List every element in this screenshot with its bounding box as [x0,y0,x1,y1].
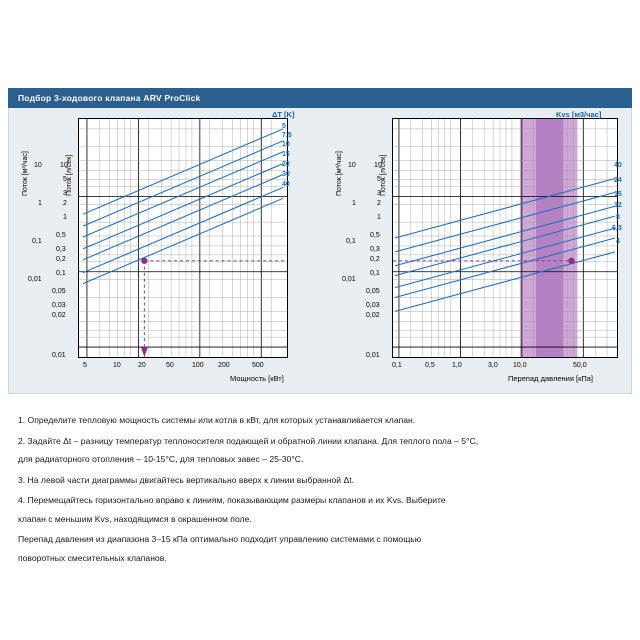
left-legend-75: 7,5 [282,132,292,139]
left-legend-title: ΔT [K] [272,110,295,119]
right-chart [392,118,618,358]
note-1: 1. Определите тепловую мощность системы или котла в кВт, для которых устанавливается клапан. [18,415,416,425]
right-legend-title: Kvs [м3/час] [556,110,602,119]
left-xtick-20: 20 [138,362,146,369]
note-5a: Перепад давления из диапазона 3–15 кПа оптимально подходит управлению системами с помощью [18,534,422,544]
right-ytick-outer-001: 0,01 [342,276,356,283]
right-xtick-500: 50,0 [573,362,587,369]
left-legend-15: 15 [282,151,290,158]
left-ytick-inner-10: 10 [60,162,68,169]
left-ytick-inner-003: 0,03 [52,302,66,309]
right-xlabel: Перепад давления [кПа] [508,374,593,383]
left-chart-svg [79,119,287,357]
right-legend-12: 12 [614,202,622,209]
right-legend-63: 6,3 [612,225,622,232]
left-ytick-inner-02: 0,2 [56,256,66,263]
right-legend-40: 40 [614,162,622,169]
right-xtick-30: 3,0 [488,362,498,369]
left-xtick-100: 100 [192,362,204,369]
left-legend-5: 5 [282,123,286,130]
left-xtick-10: 10 [113,362,121,369]
note-2a: 2. Задайте Δt – разницу температур теплоносителя подающей и обратной линии клапана. Для теплого пола – 5°С, [18,435,479,446]
left-xtick-200: 200 [218,362,230,369]
left-ytick-inner-03: 0,3 [56,246,66,253]
right-legend-24: 24 [614,177,622,184]
left-xlabel: Мощность [кВт] [230,374,284,383]
left-ytick-inner-002: 0,02 [52,312,66,319]
right-xtick-01: 0,1 [392,362,402,369]
left-legend-20: 20 [282,161,290,168]
note-2b: для радиаторного отопления – 10-15°С, для тепловых завес – 25-30°С. [18,454,304,464]
left-marker-group [141,258,287,357]
left-chart [78,118,288,358]
instructions-block [18,412,624,570]
left-legend-10: 10 [282,141,290,148]
left-ylabel-inner: Поток [л/сек] [66,154,73,196]
right-xtick-10: 1,0 [452,362,462,369]
note-4b: клапан с меньшим Kvs, находящимся в окрашенном поле. [18,513,252,524]
left-ytick-inner-005: 0,05 [52,288,66,295]
note-3: 3. На левой части диаграммы двигайтесь вертикально вверх к линии выбранной Δt. [18,474,354,485]
right-ytick-outer-01: 0,1 [346,238,356,245]
right-ytick-outer-1: 1 [352,200,356,207]
left-ytick-inner-5: 5 [63,176,67,183]
left-ylabel-outer: Поток [м³/час] [22,151,29,196]
right-ytick-outer-10: 10 [348,162,356,169]
left-ytick-inner-2: 2 [63,200,67,207]
left-ytick-outer-001: 0,01 [28,276,42,283]
right-chart-svg [393,119,617,357]
right-ytick-inner-1: 1 [377,214,381,221]
left-ytick-inner-3: 3 [63,190,67,197]
left-ytick-outer-1: 1 [38,200,42,207]
left-ytick-inner-05: 0,5 [56,232,66,239]
right-legend-15: 15 [614,191,622,198]
right-ylabel-inner: Поток [л/сек] [380,154,387,196]
right-legend-4: 4 [616,238,620,245]
right-ytick-inner-003: 0,03 [366,302,380,309]
right-xtick-05: 0,5 [425,362,435,369]
right-ytick-inner-05: 0,5 [370,232,380,239]
right-ytick-inner-005: 0,05 [366,288,380,295]
right-ytick-inner-2: 2 [377,200,381,207]
left-xtick-500: 500 [252,362,264,369]
right-ytick-inner-01: 0,1 [370,270,380,277]
left-xtick-50: 50 [166,362,174,369]
left-xtick-5: 5 [83,362,87,369]
right-ytick-inner-001: 0,01 [366,352,380,359]
left-ytick-outer-01: 0,1 [32,238,42,245]
right-ytick-inner-03: 0,3 [370,246,380,253]
panel-titlebar [8,88,632,108]
left-ytick-inner-01: 0,1 [56,270,66,277]
right-xtick-100: 10,0 [513,362,527,369]
note-4a: 4. Перемещайтесь горизонтально вправо к линиям, показывающим размеры клапанов и их Kvs. Выберите [18,495,446,505]
left-ytick-inner-001: 0,01 [52,352,66,359]
panel-title: Подбор 3-ходового клапана ARV ProClick [18,93,201,103]
right-ylabel-outer: Поток [м³/час] [336,151,343,196]
left-legend-30: 30 [282,171,290,178]
left-legend-40: 40 [282,181,290,188]
left-ytick-outer-10: 10 [34,162,42,169]
right-ytick-inner-002: 0,02 [366,312,380,319]
right-ytick-inner-5: 5 [377,176,381,183]
left-ytick-inner-1: 1 [63,214,67,221]
right-ytick-inner-02: 0,2 [370,256,380,263]
right-ytick-inner-3: 3 [377,190,381,197]
right-legend-8: 8 [616,214,620,221]
right-ytick-inner-10: 10 [374,162,382,169]
note-5b: поворотных смесительных клапанов. [18,552,167,563]
